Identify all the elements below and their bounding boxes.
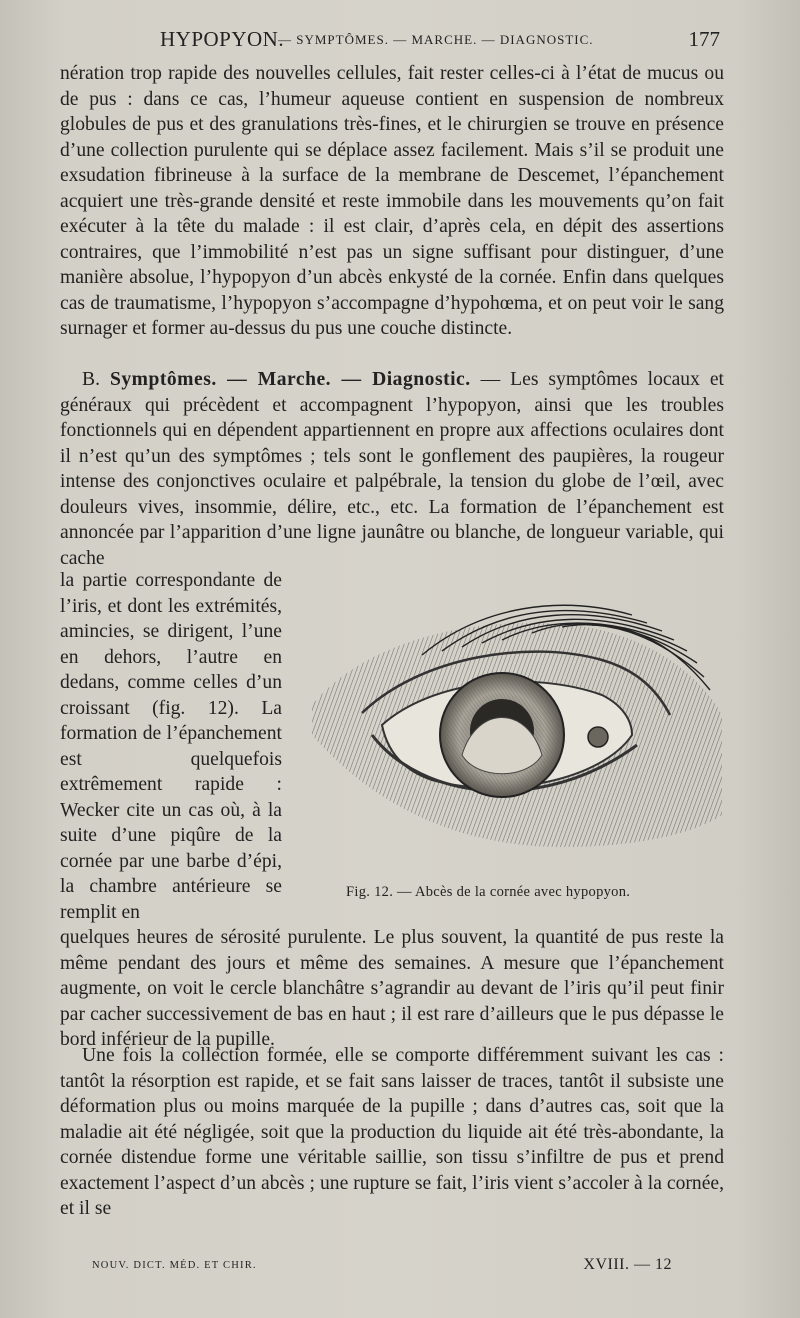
section-label: B. (82, 369, 100, 390)
running-header (160, 27, 720, 57)
eye-engraving (302, 585, 726, 865)
paragraph-body: — Les symptômes locaux et généraux qui précèdent et accompagnent l’hypopyon, ainsi que les troubles fonctionnels qui en dépendent appartiennent en propre aux affections oculaires dont il n’est qu’un des symptômes ; tels sont le gonflement des paupières, la rougeur intense des conjonctives oculaire et palpébrale, la tension du globe de l’œil, avec douleurs vives, insommie, délire, etc., etc. La formation de l’épanchement est annoncée par l’apparition d’une ligne jaunâtre ou blanche, de longueur variable, qui cache (60, 369, 724, 569)
figure-caption: Fig. 12. — Abcès de la cornée avec hypopyon. (346, 884, 631, 900)
caruncle (588, 727, 608, 747)
paragraph-text: nération trop rapide des nouvelles cellules, fait rester celles-ci à l’état de mucus ou de pus : dans ce cas, l’humeur aqueuse contient en suspension de nombreux globules de pus et des granulations très-fines, et le chirurgien se trouve en présence d’une collection purulente qui se déplace assez facilement. Mais s’il se produit une exsudation fibrineuse à la surface de la membrane de Descemet, l’épanchement acquiert une très-grande densité et reste immobile dans les mouvements qu’on fait exécuter à la tête du malade : il est clair, d’après cela, en dépit des assertions contraires, que l’immobilité n’est pas un signe suffisant pour distinguer, d’une manière absolue, l’hypopyon d’un abcès enkysté de la cornée. Enfin dans quelques cas de traumatisme, l’hypopyon s’accompagne d’hypohœma, et on peut voir le sang surnager et former au-dessus du pus une couche distincte. (60, 63, 724, 339)
page-footer (92, 1256, 672, 1278)
page-number: 177 (688, 27, 720, 51)
running-subtitle: — SYMPTÔMES. — MARCHE. — DIAGNOSTIC. (278, 32, 594, 47)
section-title: Symptômes. — Marche. — Diagnostic. (109, 369, 471, 390)
paragraph-text (60, 367, 724, 571)
paragraph-symptoms (60, 367, 724, 571)
footer-sheet-number: XVIII. — 12 (583, 1256, 672, 1273)
paragraph-text: la partie correspondante de l’iris, et dont les extrémités, amincies, se dirigent, l’une en dehors, l’autre en dedans, comme celles d’un croissant (fig. 12). La formation de l’épanchement est quelquefois extrêmement rapide : Wecker cite un cas où, à la suite d’une piqûre de la cornée par une barbe d’épi, la chambre antérieure se remplit en (60, 570, 282, 923)
paragraph-text: Une fois la collection formée, elle se comporte différemment suivant les cas : tantôt la résorption est rapide, et se fait sans laisser de traces, tantôt il subsiste une déformation plus ou moins marquée de la pupille ; dans d’autres cas, soit que la maladie ait été négligée, soit que la production du liquide ait été très-abondante, la cornée distendue forme une véritable saillie, son tissu s’infiltre de pus et prend exactement l’aspect d’un abcès ; une rupture se fait, l’iris vient s’accoler à la cornée, et il se (60, 1045, 724, 1219)
paragraph-continuation (60, 61, 724, 342)
running-title: HYPOPYON. (160, 27, 285, 51)
text-wrap-column (60, 568, 282, 925)
paragraph-after-figure (60, 925, 724, 1053)
eye-illustration (302, 585, 726, 865)
paragraph-text: quelques heures de sérosité purulente. Le plus souvent, la quantité de pus reste la même pendant des jours et même des semaines. A mesure que l’épanchement augmente, on voit le cercle blanchâtre s’agrandir au devant de l’iris qu’il peut finir par cacher successivement de bas en haut ; il est rare d’ailleurs que le pus dépasse le bord inférieur de la pupille. (60, 927, 724, 1050)
paragraph-evolution (60, 1043, 724, 1222)
footer-signature: NOUV. DICT. MÉD. ET CHIR. (92, 1260, 257, 1271)
